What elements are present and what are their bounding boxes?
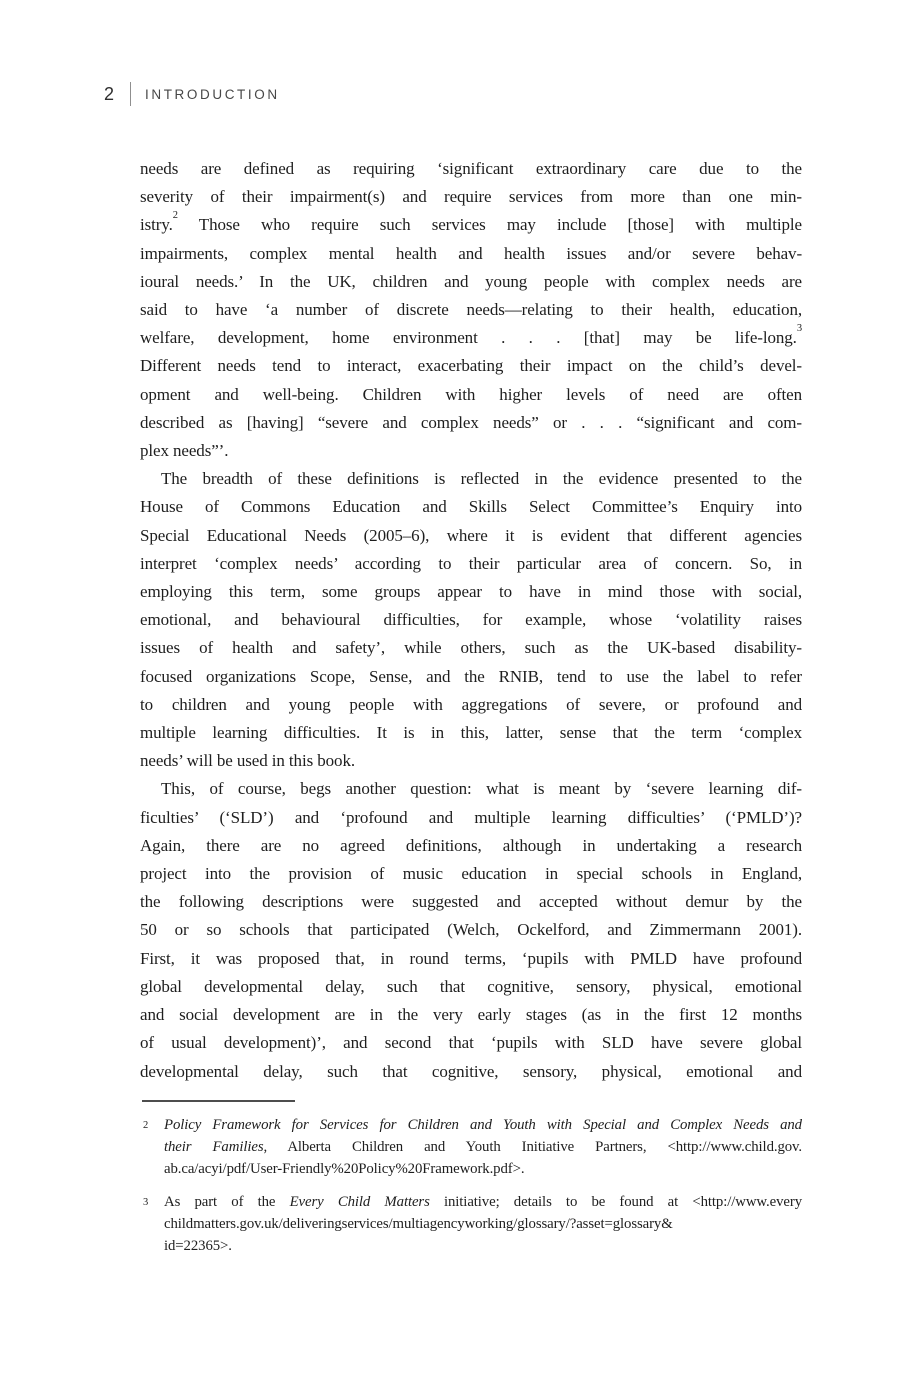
text-line: project into the provision of music education in special schools in England,	[140, 864, 802, 884]
text-line: opment and well-being. Children with higher levels of need are often	[140, 384, 802, 404]
footnote-separator	[142, 1100, 295, 1102]
footnote-2-marker: 2	[143, 1120, 149, 1131]
text-line: The breadth of these definitions is reflected in the evidence presented to the	[161, 469, 802, 489]
text-line: the following descriptions were suggested and accepted without demur by the	[140, 892, 802, 912]
text-segment: Those who require such services may include [those] with multiple	[177, 215, 802, 235]
footnote-line: ab.ca/acyi/pdf/User-Friendly%20Policy%20Framework.pdf>.	[164, 1160, 525, 1177]
footnote-line: id=22365>.	[164, 1237, 232, 1254]
footnotes-section	[140, 1100, 802, 1270]
text-line: issues of health and safety’, while others, such as the UK-based disability-	[140, 638, 802, 658]
footnote-ref-2: 2	[172, 209, 178, 221]
text-line: employing this term, some groups appear to have in mind those with social,	[140, 582, 802, 602]
text-segment: Policy Framework for Services for Children and Youth with Special and Complex Needs and	[164, 1117, 802, 1133]
text-segment: , Alberta Children and Youth Initiative Partners, <http://www.child.gov.	[263, 1138, 802, 1155]
text-line: to children and young people with aggregations of severe, or profound and	[140, 694, 802, 714]
text-segment: istry.	[140, 215, 173, 235]
footnote-line	[164, 1137, 802, 1159]
page-number: 2	[104, 83, 115, 104]
footnote-line	[164, 1192, 802, 1214]
text-line: needs are defined as requiring ‘significant extraordinary care due to the	[140, 159, 802, 178]
text-segment: As part of the	[164, 1194, 290, 1211]
footnote-ref-3: 3	[796, 322, 802, 334]
text-line: described as [having] “severe and complex needs” or . . . “significant and com-	[140, 412, 802, 432]
text-line: plex needs”’.	[140, 441, 229, 461]
text-line: ioural needs.’ In the UK, children and young people with complex needs are	[140, 271, 802, 291]
text-line: severity of their impairment(s) and require services from more than one min-	[140, 187, 802, 207]
running-head: INTRODUCTION	[145, 86, 280, 102]
text-line	[140, 324, 802, 352]
text-line: House of Commons Education and Skills Select Committee’s Enquiry into	[140, 497, 802, 517]
text-line: needs’ will be used in this book.	[140, 751, 355, 771]
text-line: 50 or so schools that participated (Welch, Ockelford, and Zimmermann 2001).	[140, 920, 802, 940]
text-line: and social development are in the very early stages (as in the first 12 months	[140, 1005, 802, 1025]
text-line: developmental delay, such that cognitive, sensory, physical, emotional and	[140, 1061, 802, 1081]
footnote-line	[164, 1115, 802, 1137]
text-line: emotional, and behavioural difficulties, for example, whose ‘volatility raises	[140, 610, 802, 630]
text-line: interpret ‘complex needs’ according to their particular area of concern. So, in	[140, 553, 802, 573]
text-line: ficulties’ (‘SLD’) and ‘profound and multiple learning difficulties’ (‘PMLD’)?	[140, 807, 802, 827]
text-line: impairments, complex mental health and health issues and/or severe behav-	[140, 243, 802, 263]
page-header	[104, 82, 280, 106]
footnote-3-marker: 3	[143, 1197, 149, 1209]
text-line: Different needs tend to interact, exacerbating their impact on the child’s devel-	[140, 356, 802, 376]
paragraph-2	[140, 465, 802, 775]
text-line: Again, there are no agreed definitions, although in undertaking a research	[140, 835, 802, 855]
text-segment: welfare, development, home environment . . . [that] may be life-long.	[140, 328, 797, 348]
text-line: of usual development)’, and second that ‘pupils with SLD have severe global	[140, 1033, 802, 1053]
text-line: focused organizations Scope, Sense, and the RNIB, tend to use the label to refer	[140, 666, 802, 686]
text-line: multiple learning difficulties. It is in this, latter, sense that the term ‘complex	[140, 723, 802, 743]
text-segment: initiative; details to be found at <http://www.every	[429, 1194, 803, 1211]
paragraph-1	[140, 155, 802, 465]
footnote-3	[140, 1192, 802, 1257]
text-line: First, it was proposed that, in round terms, ‘pupils with PMLD have profound	[140, 948, 802, 968]
text-line: This, of course, begs another question: what is meant by ‘severe learning dif-	[161, 779, 802, 799]
text-segment: Every Child Matters	[289, 1194, 430, 1211]
text-line	[140, 211, 802, 239]
header-divider	[130, 82, 131, 106]
text-line: said to have ‘a number of discrete needs—relating to their health, education,	[140, 300, 802, 320]
text-line: global developmental delay, such that cognitive, sensory, physical, emotional	[140, 976, 802, 996]
paragraph-3	[140, 775, 802, 1085]
text-segment: their Families	[164, 1138, 264, 1155]
footnote-2	[140, 1115, 802, 1180]
body-text	[140, 155, 802, 1086]
text-line: Special Educational Needs (2005–6), where it is evident that different agencies	[140, 525, 802, 545]
footnote-line: childmatters.gov.uk/deliveringservices/multiagencyworking/glossary/?asset=glossary&	[164, 1216, 673, 1233]
